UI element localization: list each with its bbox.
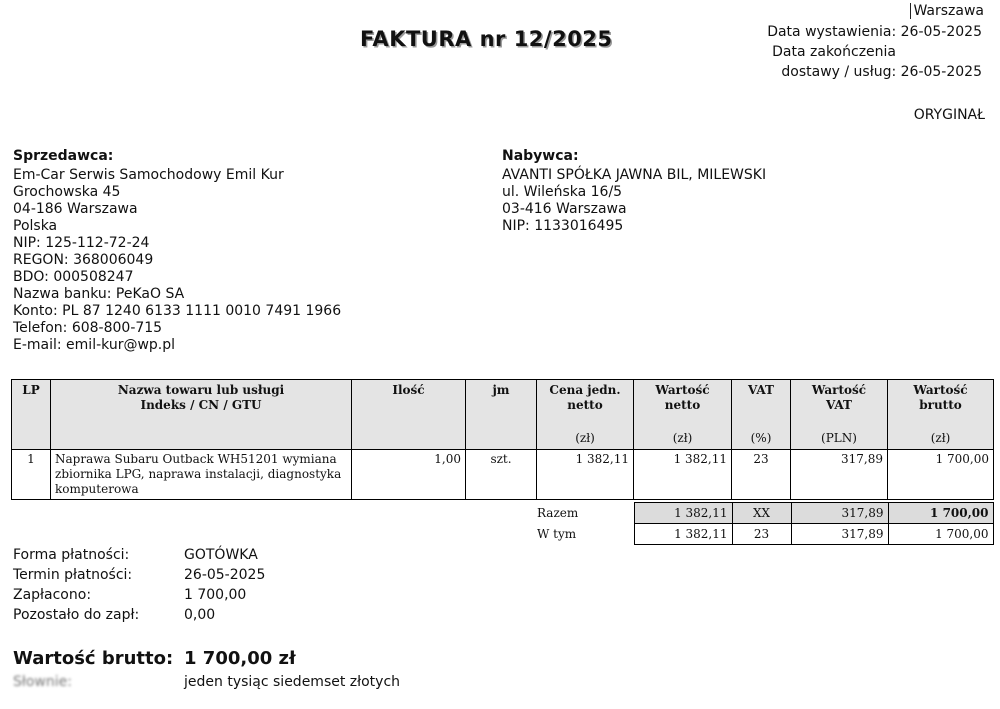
seller-block [13, 148, 341, 354]
summary-row-total [533, 503, 993, 524]
items-table [11, 379, 994, 500]
table-row [12, 450, 994, 500]
seller-line: 04-186 Warszawa [13, 201, 138, 217]
net-unit: (zł) [672, 431, 693, 445]
gross-total-value: 1 700,00 zł [184, 648, 296, 669]
row-gross: 1 700,00 [888, 450, 994, 500]
seller-line: REGON: 368006049 [13, 252, 154, 268]
payment-left [13, 605, 215, 625]
gross-total [13, 648, 296, 669]
payment-paid-value: 1 700,00 [184, 587, 247, 603]
razem-label: Razem [537, 506, 579, 520]
row-name: Naprawa Subaru Outback WH51201 wymiana zbiornika LPG, naprawa instalacji, diagnostyka komputerowa [51, 450, 352, 500]
razem-vat: XX [732, 503, 791, 524]
seller-line: BDO: 000508247 [13, 269, 134, 285]
buyer-line: ul. Wileńska 16/5 [502, 184, 623, 200]
payment-due [13, 565, 265, 585]
payment-method-label: Forma płatności: [13, 547, 130, 563]
col-qty: Ilość [352, 380, 466, 450]
seller-line: Grochowska 45 [13, 184, 121, 200]
issue-date: Data wystawienia: 26-05-2025 [767, 24, 982, 40]
buyer-line: NIP: 1133016495 [502, 218, 624, 234]
amount-in-words-label: Słownie: [13, 674, 72, 690]
col-name: Nazwa towaru lub usługi Indeks / CN / GTU [51, 380, 352, 450]
summary-row-breakdown [533, 524, 993, 545]
payment-due-value: 26-05-2025 [184, 567, 266, 583]
row-unit-price: 1 382,11 [537, 450, 634, 500]
row-vat-value: 317,89 [791, 450, 888, 500]
razem-net: 1 382,11 [634, 503, 732, 524]
wtym-gross: 1 700,00 [888, 524, 993, 545]
amount-in-words-value: jeden tysiąc siedemset złotych [184, 674, 401, 690]
seller-line: Nazwa banku: PeKaO SA [13, 286, 185, 302]
row-vat: 23 [732, 450, 791, 500]
row-net: 1 382,11 [634, 450, 732, 500]
seller-line: E-mail: emil-kur@wp.pl [13, 337, 176, 353]
payment-left-value: 0,00 [184, 607, 216, 623]
buyer-line: 03-416 Warszawa [502, 201, 627, 217]
payment-method-value: GOTÓWKA [184, 547, 258, 563]
col-gross: Wartość brutto (zł) [888, 380, 994, 450]
razem-vat-value: 317,89 [791, 503, 888, 524]
payment-paid-label: Zapłacono: [13, 587, 92, 603]
vat-value-unit: (PLN) [821, 431, 857, 445]
gross-total-label: Wartość brutto: [13, 648, 174, 669]
completion-date-label: Data zakończenia [772, 44, 896, 60]
invoice-title: FAKTURA nr 12/2025 [360, 27, 613, 51]
unit-price-unit: (zł) [575, 431, 595, 445]
payment-due-label: Termin płatności: [13, 567, 133, 583]
row-qty: 1,00 [352, 450, 466, 500]
table-header-row [12, 380, 994, 450]
col-vat: VAT (%) [732, 380, 791, 450]
row-jm: szt. [466, 450, 537, 500]
wtym-net: 1 382,11 [634, 524, 732, 545]
col-net: Wartość netto (zł) [634, 380, 732, 450]
seller-heading: Sprzedawca: [13, 148, 114, 164]
summary-table [533, 502, 994, 545]
payment-paid [13, 585, 246, 605]
copy-type: ORYGINAŁ [913, 107, 985, 123]
wtym-label: W tym [537, 527, 577, 541]
col-unit-price: Cena jedn. netto (zł) [537, 380, 634, 450]
razem-gross: 1 700,00 [888, 503, 993, 524]
buyer-heading: Nabywca: [502, 148, 579, 164]
seller-line: Polska [13, 218, 58, 234]
seller-line: Konto: PL 87 1240 6133 1111 0010 7491 1966 [13, 303, 342, 319]
col-lp: LP [12, 380, 51, 450]
vat-unit: (%) [750, 431, 772, 445]
col-jm: jm [466, 380, 537, 450]
seller-line: NIP: 125-112-72-24 [13, 235, 150, 251]
row-lp: 1 [12, 450, 51, 500]
completion-date: dostawy / usług: 26-05-2025 [781, 64, 982, 80]
payment-left-label: Pozostało do zapł: [13, 607, 140, 623]
buyer-block [502, 148, 766, 235]
seller-line: Telefon: 608-800-715 [13, 320, 163, 336]
issue-city: Warszawa [910, 3, 984, 19]
seller-line: Em-Car Serwis Samochodowy Emil Kur [13, 167, 284, 183]
wtym-vat-value: 317,89 [791, 524, 888, 545]
wtym-vat: 23 [732, 524, 791, 545]
buyer-line: AVANTI SPÓŁKA JAWNA BIL, MILEWSKI [502, 167, 767, 183]
amount-in-words [13, 674, 400, 690]
gross-unit: (zł) [930, 431, 951, 445]
col-vat-value: Wartość VAT (PLN) [791, 380, 888, 450]
payment-method [13, 545, 258, 565]
